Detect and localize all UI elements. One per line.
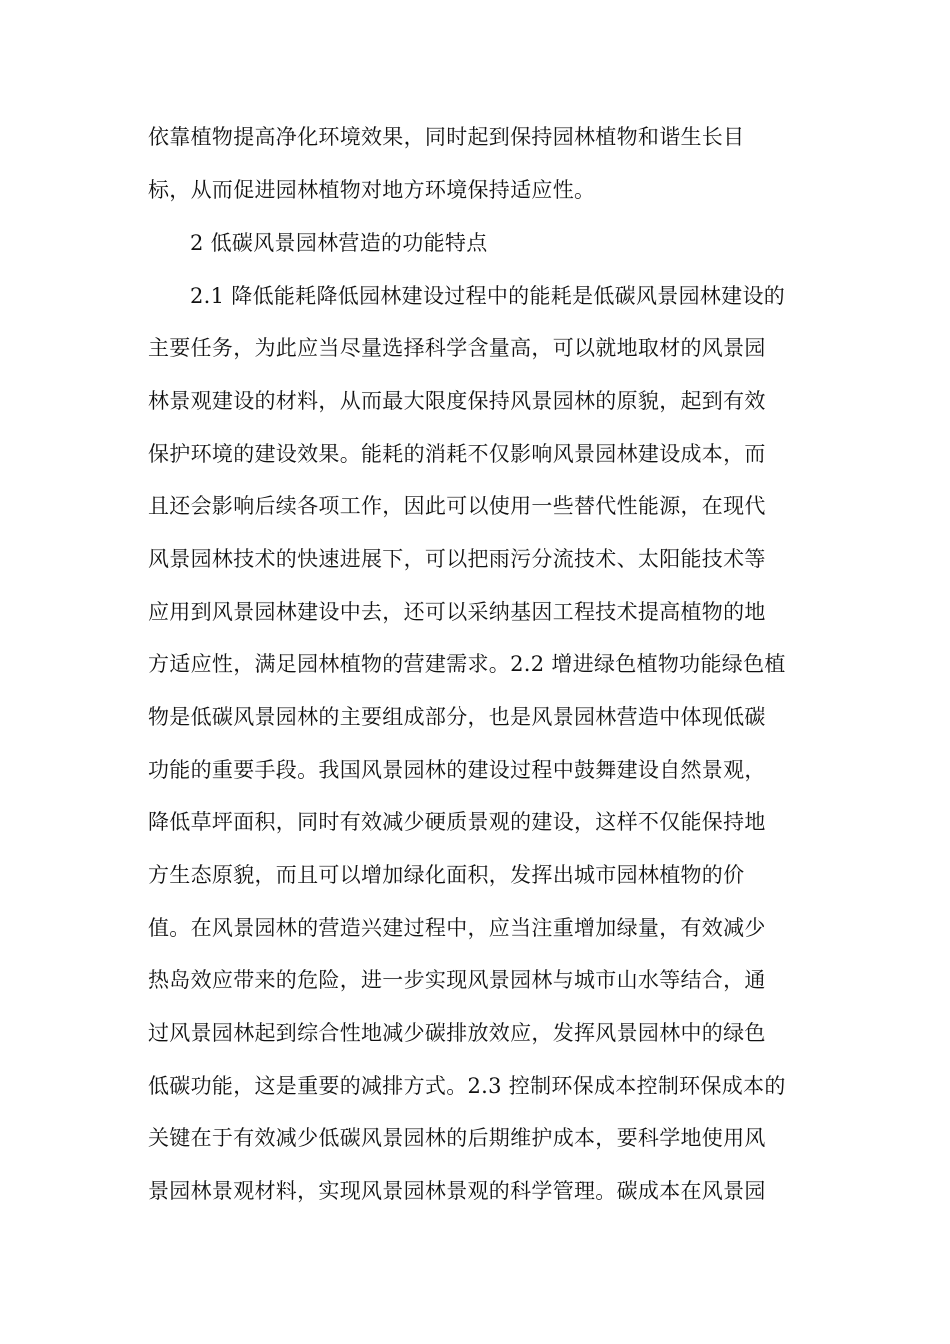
- text-line: 方适应性，满足园林植物的营建需求。2.2 增进绿色植物功能绿色植: [148, 652, 786, 676]
- text-line: 降低草坪面积，同时有效减少硬质景观的建设，这样不仅能保持地: [148, 810, 766, 834]
- text-line: 方生态原貌，而且可以增加绿化面积，发挥出城市园林植物的价: [148, 863, 745, 887]
- text-line: 依靠植物提高净化环境效果，同时起到保持园林植物和谐生长目: [148, 125, 745, 149]
- text-line: 主要任务，为此应当尽量选择科学含量高，可以就地取材的风景园: [148, 336, 766, 360]
- text-line: 功能的重要手段。我国风景园林的建设过程中鼓舞建设自然景观，: [148, 758, 766, 782]
- text-line: 2.1 降低能耗降低园林建设过程中的能耗是低碳风景园林建设的: [190, 284, 786, 308]
- text-line: 关键在于有效减少低碳风景园林的后期维护成本，要科学地使用风: [148, 1126, 766, 1150]
- text-line: 林景观建设的材料，从而最大限度保持风景园林的原貌，起到有效: [148, 389, 766, 413]
- text-line: 景园林景观材料，实现风景园林景观的科学管理。碳成本在风景园: [148, 1179, 766, 1203]
- text-line: 标，从而促进园林植物对地方环境保持适应性。: [148, 178, 596, 202]
- text-line: 且还会影响后续各项工作，因此可以使用一些替代性能源，在现代: [148, 494, 766, 518]
- text-line: 低碳功能，这是重要的减排方式。2.3 控制环保成本控制环保成本的: [148, 1074, 786, 1098]
- text-line: 风景园林技术的快速进展下，可以把雨污分流技术、太阳能技术等: [148, 547, 766, 571]
- text-line: 物是低碳风景园林的主要组成部分，也是风景园林营造中体现低碳: [148, 705, 766, 729]
- text-line: 保护环境的建设效果。能耗的消耗不仅影响风景园林建设成本，而: [148, 442, 766, 466]
- text-line: 过风景园林起到综合性地减少碳排放效应，发挥风景园林中的绿色: [148, 1021, 766, 1045]
- text-line: 值。在风景园林的营造兴建过程中，应当注重增加绿量，有效减少: [148, 916, 766, 940]
- text-line: 应用到风景园林建设中去，还可以采纳基因工程技术提高植物的地: [148, 600, 766, 624]
- section-heading: 2 低碳风景园林营造的功能特点: [190, 231, 488, 255]
- text-line: 热岛效应带来的危险，进一步实现风景园林与城市山水等结合，通: [148, 968, 766, 992]
